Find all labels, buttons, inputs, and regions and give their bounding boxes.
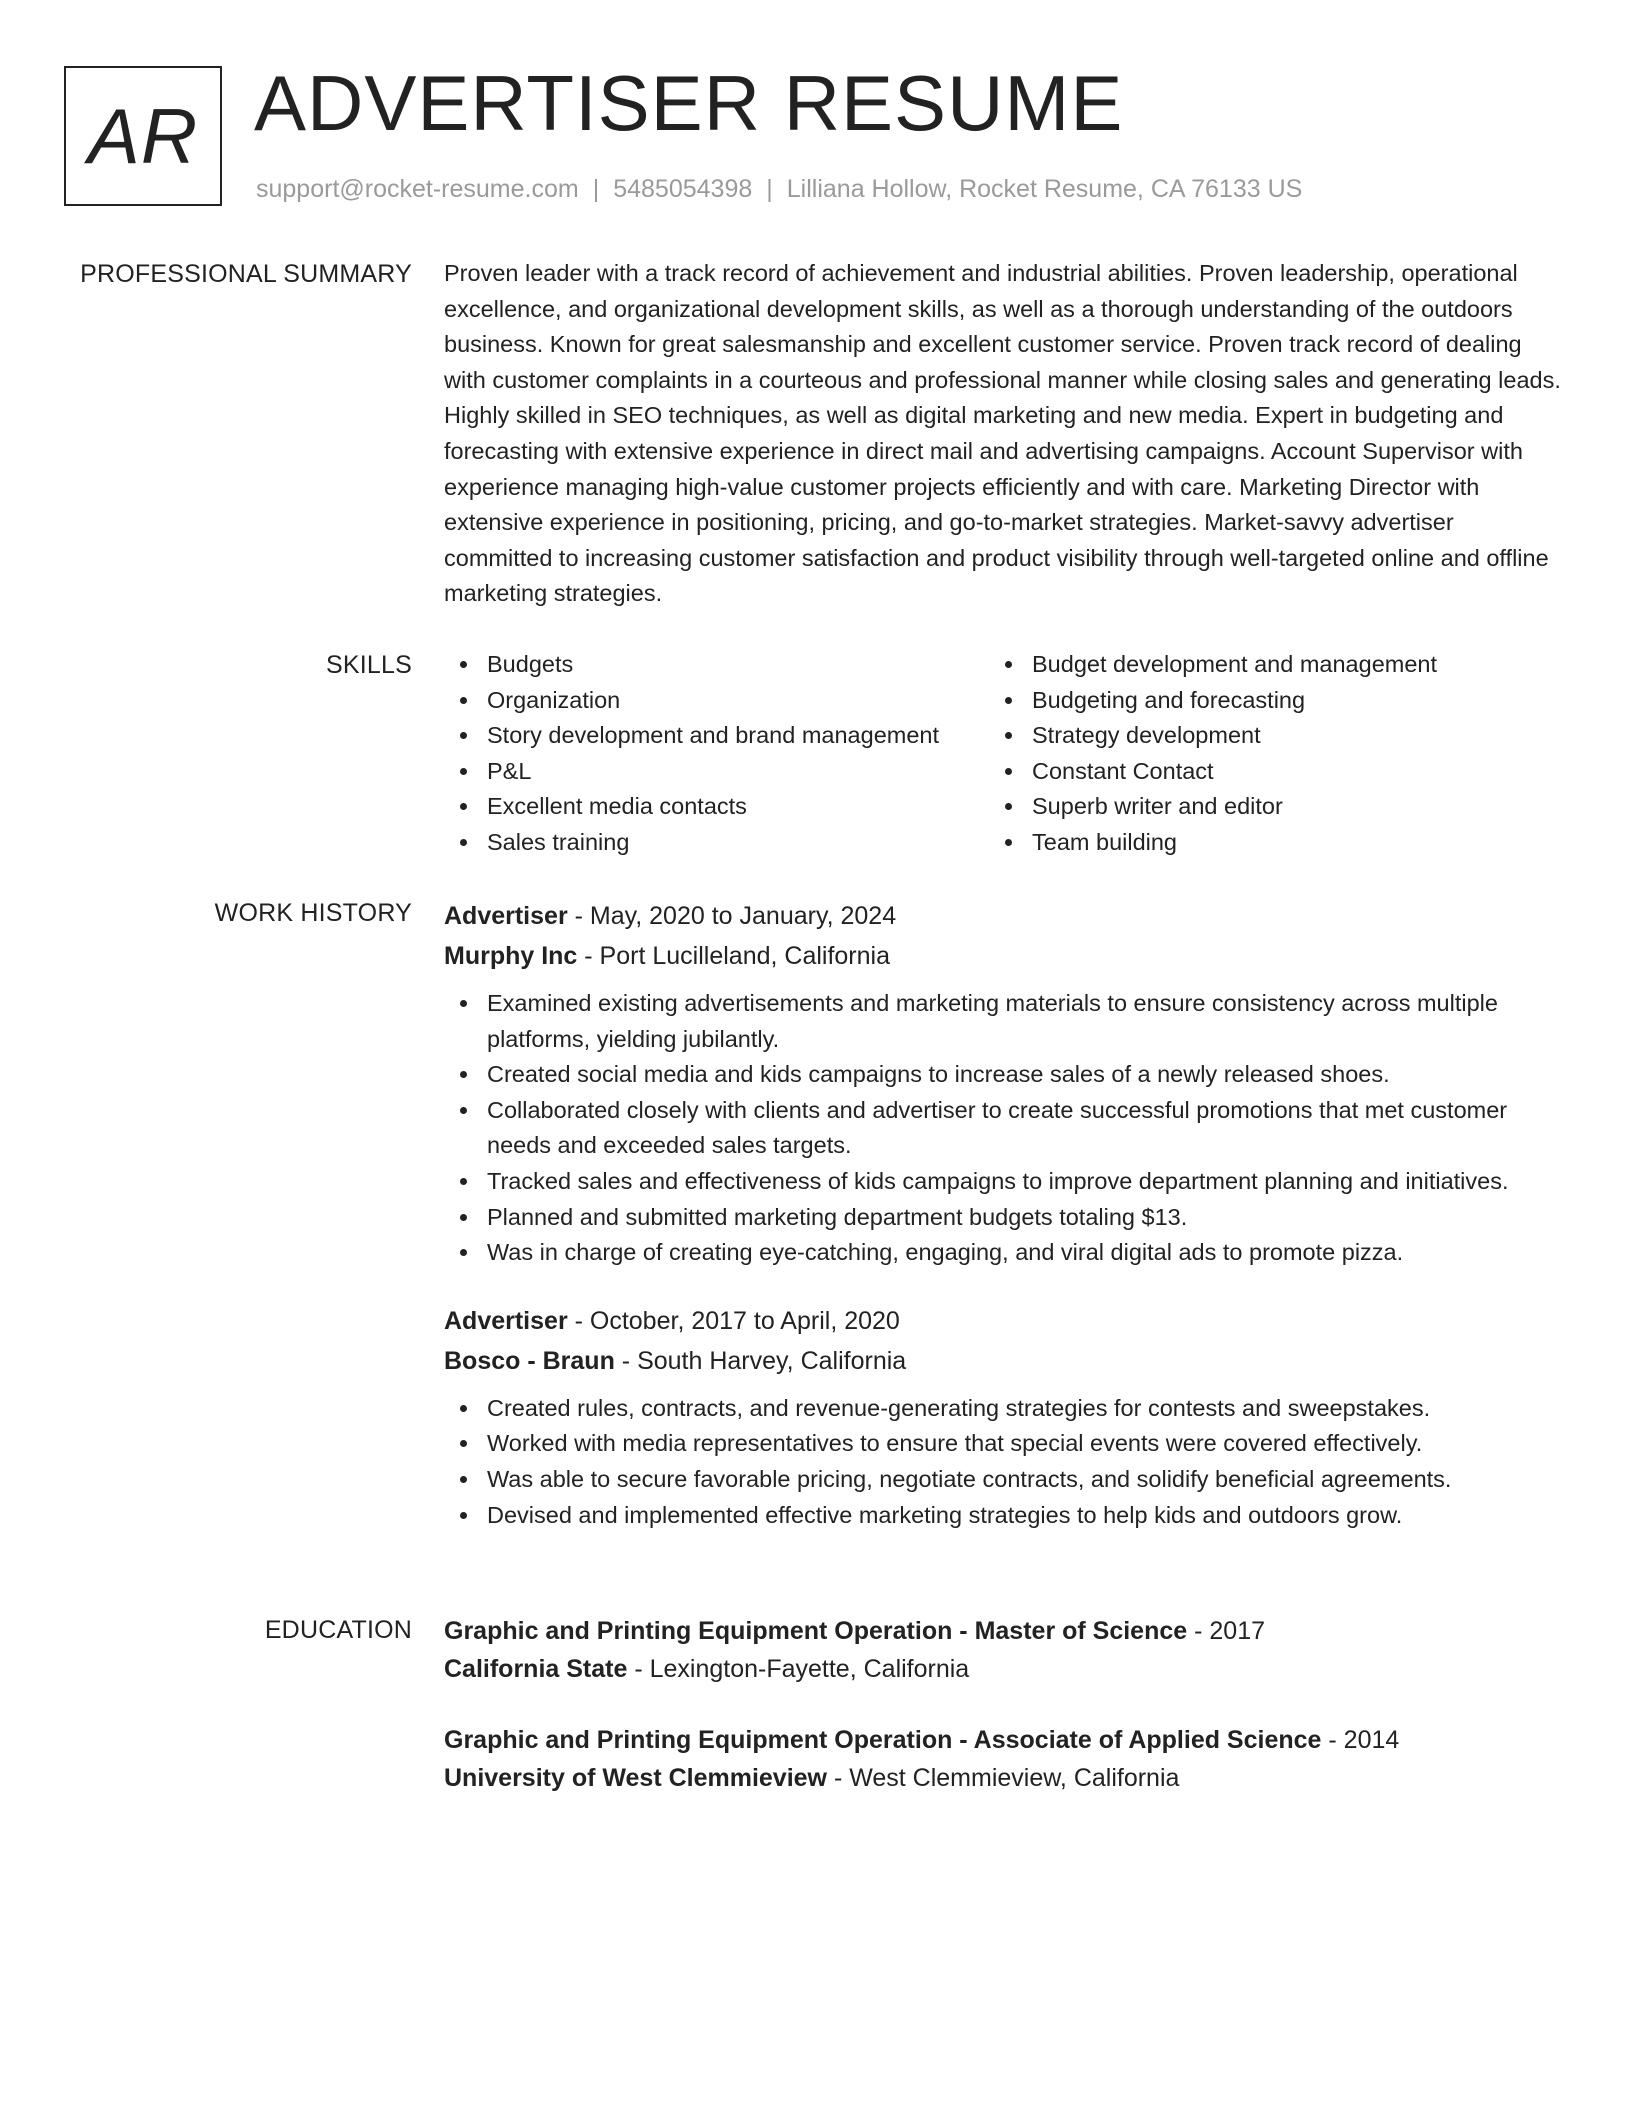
contact-address: Lilliana Hollow, Rocket Resume, CA 76133 US [786,175,1303,203]
skill-item: Budgets [444,647,989,683]
job-title-line [444,1301,1564,1341]
skill-item: Excellent media contacts [444,789,989,825]
job-bullet: Collaborated closely with clients and advertiser to create successful promotions that met customer needs and exceeded sales targets. [444,1093,1564,1164]
job-title: Advertiser [444,902,568,930]
job-bullets [444,986,1564,1271]
job-bullet: Was in charge of creating eye-catching, engaging, and viral digital ads to promote pizza. [444,1235,1564,1271]
job-title-line [444,896,1564,936]
skill-item: P&L [444,754,989,790]
monogram-logo: AR [64,66,222,206]
section-heading: EDUCATION [264,1616,412,1644]
skill-item: Budgeting and forecasting [989,683,1549,719]
skill-item: Constant Contact [989,754,1549,790]
resume-title: ADVERTISER RESUME [254,59,1124,147]
education-school: California State [444,1655,628,1683]
contact-separator: | [592,175,600,203]
job-bullet: Created rules, contracts, and revenue-generating strategies for contests and sweepstakes. [444,1391,1564,1427]
job-company-line [444,1341,1564,1381]
job-bullet: Devised and implemented effective marketing strategies to help kids and outdoors grow. [444,1498,1564,1534]
skill-item: Strategy development [989,718,1549,754]
education-school-line [444,1759,1564,1797]
skill-item: Budget development and management [989,647,1549,683]
work-history-body [444,896,1564,1533]
education-body [444,1612,1564,1797]
job-dates: - May, 2020 to January, 2024 [567,902,897,930]
education-degree-line [444,1612,1564,1650]
job-location: - South Harvey, California [614,1346,907,1375]
job-title: Advertiser [444,1306,568,1335]
skills-list-left [444,647,989,861]
education-location: - West Clemmieview, California [827,1764,1180,1792]
education-year: - 2017 [1187,1617,1266,1645]
education-entry [444,1721,1564,1797]
job-location: - Port Lucilleland, California [577,942,890,970]
contact-separator: | [766,175,773,203]
job-bullet: Created social media and kids campaigns to increase sales of a newly released shoes. [444,1057,1564,1093]
job-company: Bosco - Braun [444,1346,615,1375]
skill-item: Superb writer and editor [989,789,1549,825]
education-degree: Graphic and Printing Equipment Operation - Master of Science [444,1617,1188,1645]
education-school: University of West Clemmieview [444,1764,828,1792]
section-heading: PROFESSIONAL SUMMARY [80,260,412,288]
job-company: Murphy Inc [444,942,578,970]
summary-body [444,256,1564,612]
summary-text: Proven leader with a track record of achievement and industrial abilities. Proven leadership, operational excellence, and organizational development skills, as well as a thorough understanding of the outdoors business. Known for great salesmanship and excellent customer service. Proven track record of dealing with customer complaints in a courteous and professional manner while closing sales and generating leads. Highly skilled in SEO techniques, as well as digital marketing and new media. Expert in budgeting and forecasting with extensive experience in direct mail and advertising campaigns. Account Supervisor with experience managing high-value customer projects efficiently and with care. Marketing Director with extensive experience in positioning, pricing, and go-to-market strategies. Market-savvy advertiser committed to increasing customer satisfaction and product visibility through well-targeted online and offline marketing strategies. [444,260,1561,607]
education-year: - 2014 [1321,1726,1400,1754]
contact-line [256,174,1302,204]
skills-body [444,647,1564,861]
contact-email: support@rocket-resume.com [256,175,579,203]
job-dates: - October, 2017 to April, 2020 [567,1306,900,1335]
skills-list-right [989,647,1549,861]
skill-item: Sales training [444,825,989,861]
job-bullet: Examined existing advertisements and marketing materials to ensure consistency across multiple platforms, yielding jubilantly. [444,986,1564,1057]
job-entry [444,1301,1564,1533]
job-entry [444,896,1564,1271]
education-degree: Graphic and Printing Equipment Operation - Associate of Applied Science [444,1726,1322,1754]
education-school-line [444,1650,1564,1688]
job-bullet: Worked with media representatives to ensure that special events were covered effectively. [444,1426,1564,1462]
skill-item: Team building [989,825,1549,861]
job-bullets [444,1391,1564,1533]
job-bullet: Tracked sales and effectiveness of kids campaigns to improve department planning and initiatives. [444,1164,1564,1200]
section-heading: WORK HISTORY [214,899,412,927]
contact-phone: 5485054398 [613,175,753,203]
education-location: - Lexington-Fayette, California [627,1655,970,1683]
education-degree-line [444,1721,1564,1759]
job-company-line [444,936,1564,976]
job-bullet: Planned and submitted marketing department budgets totaling $13. [444,1200,1564,1236]
skill-item: Story development and brand management [444,718,989,754]
section-heading: SKILLS [326,651,412,679]
skill-item: Organization [444,683,989,719]
job-bullet: Was able to secure favorable pricing, negotiate contracts, and solidify beneficial agreements. [444,1462,1564,1498]
education-entry [444,1612,1564,1688]
